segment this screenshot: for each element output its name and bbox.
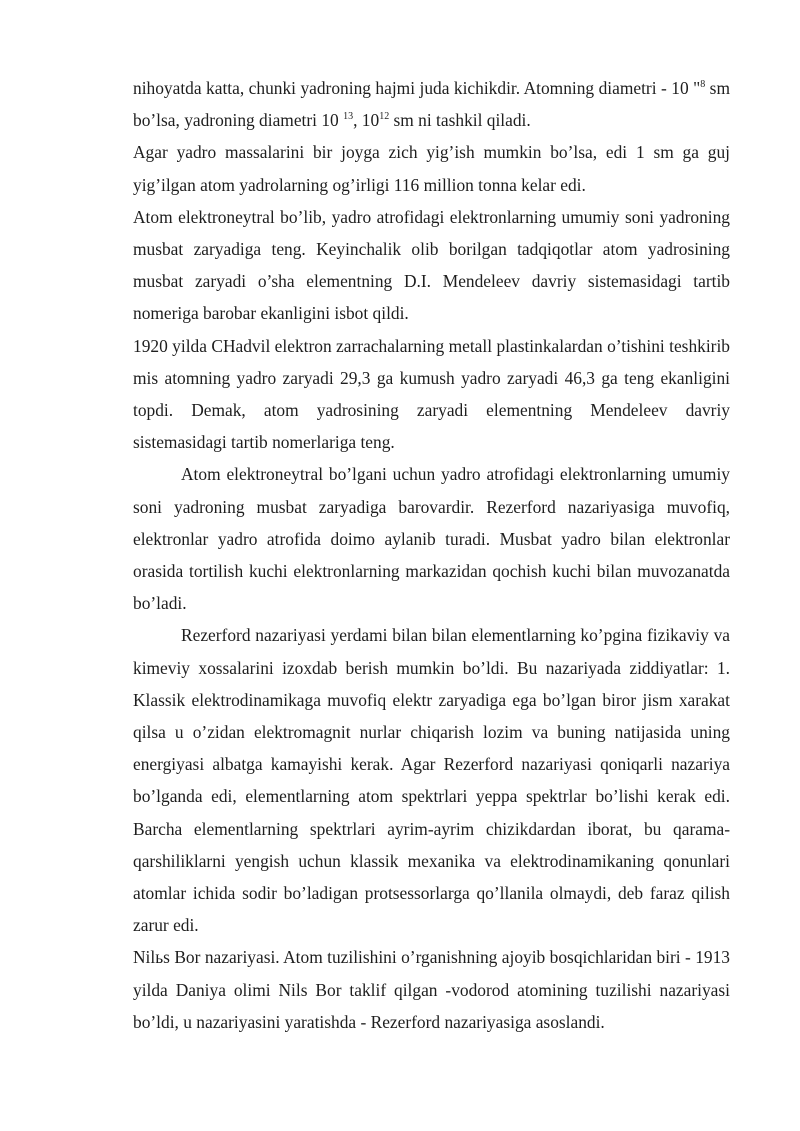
paragraph-3: Atom elektroneytral bo’lib, yadro atrofidagi elektronlarning umumiy soni yadroning musbat zaryadiga teng. Keyinchalik olib borilgan tadqiqotlar atom yadrosining musbat zaryadi o’sha elementning D.I. Mendeleev davriy sistemasidagi tartib nomeriga barobar ekanligini isbot qildi.	[133, 206, 730, 324]
paragraph-6: Rezerford nazariyasi yerdami bilan bilan elementlarning ko’pgina fizikaviy va kimeviy xossalarini izoxdab berish mumkin bo’ldi. Bu nazariyada ziddiyatlar: 1. Klassik elektrodinamikaga muvofiq elektr zaryadiga ega bo’lgan biror jism xarakat qilsa u o’zidan elektromagnit nurlar chiqarish lozim va buning natijasida uning energiyasi albatga kamayishi kerak. Agar Rezerford nazariyasi qoniqarli nazariya bo’lganda edi, elementlarning atom spektrlari yeppa spektrlar bo’lishi kerak edi. Barcha elementlarning spektrlari ayrim-ayrim chizikdardan iborat, bu qarama-qarshiliklarni yengish uchun klassik mexanika va elektrodinamikaning qonunlari atomlar ichida sodir bo’ladigan protsessorlarga qo’llanila olmaydi, deb faraz qilish zarur edi.	[133, 625, 730, 936]
body-text	[133, 72, 730, 1038]
paragraph-1-part-c: , 10	[353, 110, 380, 131]
paragraph-4: 1920 yilda CHadvil elektron zarrachalarning metall plastinkalardan o’tishini teshkirib mis atomning yadro zaryadi 29,3 ga kumush yadro zaryadi 46,3 ga teng ekanligini topdi. Demak, atom yadrosining zaryadi elementning Mendeleev davriy sistemasidagi tartib nomerlariga teng.	[133, 335, 730, 453]
paragraph-1-part-d: sm ni tashkil qiladi.	[389, 110, 531, 131]
exponent-1: 8	[700, 79, 706, 90]
paragraph-1	[133, 72, 730, 136]
paragraph-2: Agar yadro massalarini bir joyga zich yig’ish mumkin bo’lsa, edi 1 sm ga guj yig’ilgan atom yadrolarning og’irligi 116 million tonna kelar edi.	[133, 142, 730, 195]
paragraph-5: Atom elektroneytral bo’lgani uchun yadro atrofidagi elektronlarning umumiy soni yadroning musbat zaryadiga barovardir. Rezerford nazariyasiga muvofiq, elektronlar yadro atrofida doimo aylanib turadi. Musbat yadro bilan elektronlar orasida tortilish kuchi elektronlarning markazidan qochish kuchi bilan muvozanatda bo’ladi.	[133, 464, 730, 614]
paragraph-7: Nilьs Bor nazariyasi. Atom tuzilishini o’rganishning ajoyib bosqichlaridan biri - 1913 yilda Daniya olimi Nils Bor taklif qilgan -vodorod atomining tuzilishi nazariyasi bo’ldi, u nazariyasini yaratishda - Rezerford nazariyasiga asoslandi.	[133, 947, 730, 1032]
paragraph-1-part-a: nihoyatda katta, chunki yadroning hajmi juda kichikdir. Atomning diametri - 10 "	[133, 78, 701, 98]
exponent-3: 12	[379, 111, 390, 123]
paragraph-1-part-b: sm bo’lsa, yadroning diametri 10	[133, 78, 730, 131]
exponent-2: 13	[343, 111, 354, 123]
